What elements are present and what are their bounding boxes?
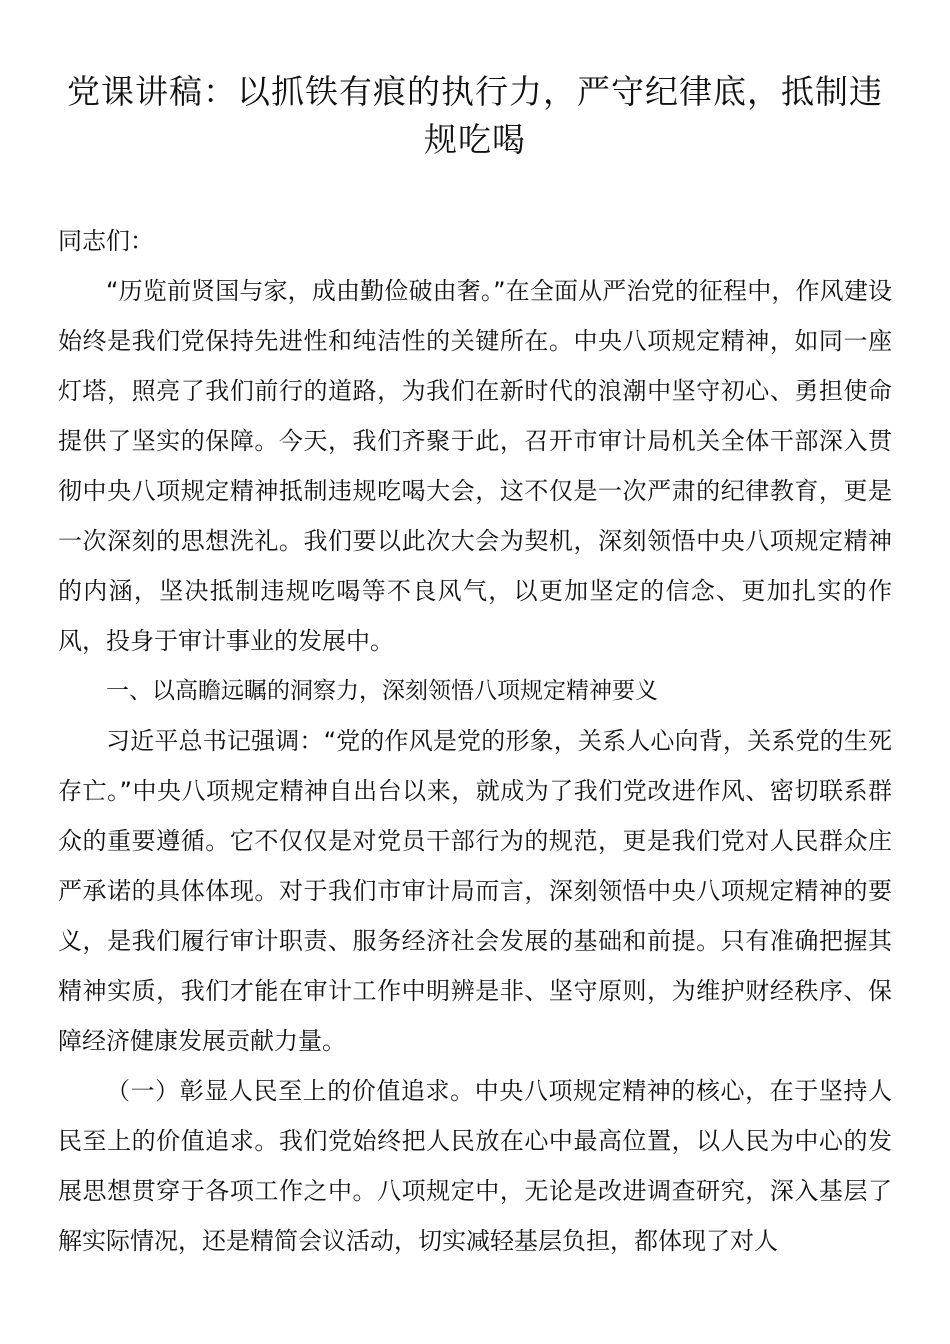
paragraph: （一）彰显人民至上的价值追求。中央八项规定精神的核心，在于坚持人民至上的价值追求。我们党始终把人民放在心中最高位置，以人民为中心的发展思想贯穿于各项工作之中。八项规定中，无论是改进调查研究，深入基层了解实际情况，还是精简会议活动，切实减轻基层负担，都体现了对人 [58,1077,892,1255]
salutation: 同志们： [58,227,154,255]
paragraph: 习近平总书记强调：“党的作风是党的形象，关系人心向背，关系党的生死存亡。”中央八项规定精神自出台以来，就成为了我们党改进作风、密切联系群众的重要遵循。它不仅仅是对党员干部行为的规范，更是我们党对人民群众庄严承诺的具体体现。对于我们市审计局而言，深刻领悟中央八项规定精神的要义，是我们履行审计职责、服务经济社会发展的基础和前提。只有准确把握其精神实质，我们才能在审计工作中明辨是非、坚守原则，为维护财经秩序、保障经济健康发展贡献力量。 [58,727,892,1055]
document-title: 党课讲稿：以抓铁有痕的执行力，严守纪律底，抵制违规吃喝 [67,72,883,159]
document-body [58,216,892,1266]
paragraph: “历览前贤国与家，成由勤俭破由奢。”在全面从严治党的征程中，作风建设始终是我们党保持先进性和纯洁性的关键所在。中央八项规定精神，如同一座灯塔，照亮了我们前行的道路，为我们在新时代的浪潮中坚守初心、勇担使命提供了坚实的保障。今天，我们齐聚于此，召开市审计局机关全体干部深入贯彻中央八项规定精神抵制违规吃喝大会，这不仅是一次严肃的纪律教育，更是一次深刻的思想洗礼。我们要以此次大会为契机，深刻领悟中央八项规定精神的内涵，坚决抵制违规吃喝等不良风气，以更加坚定的信念、更加扎实的作风，投身于审计事业的发展中。 [58,277,892,655]
section-heading: 一、以高瞻远瞩的洞察力，深刻领悟八项规定精神要义 [106,678,658,704]
